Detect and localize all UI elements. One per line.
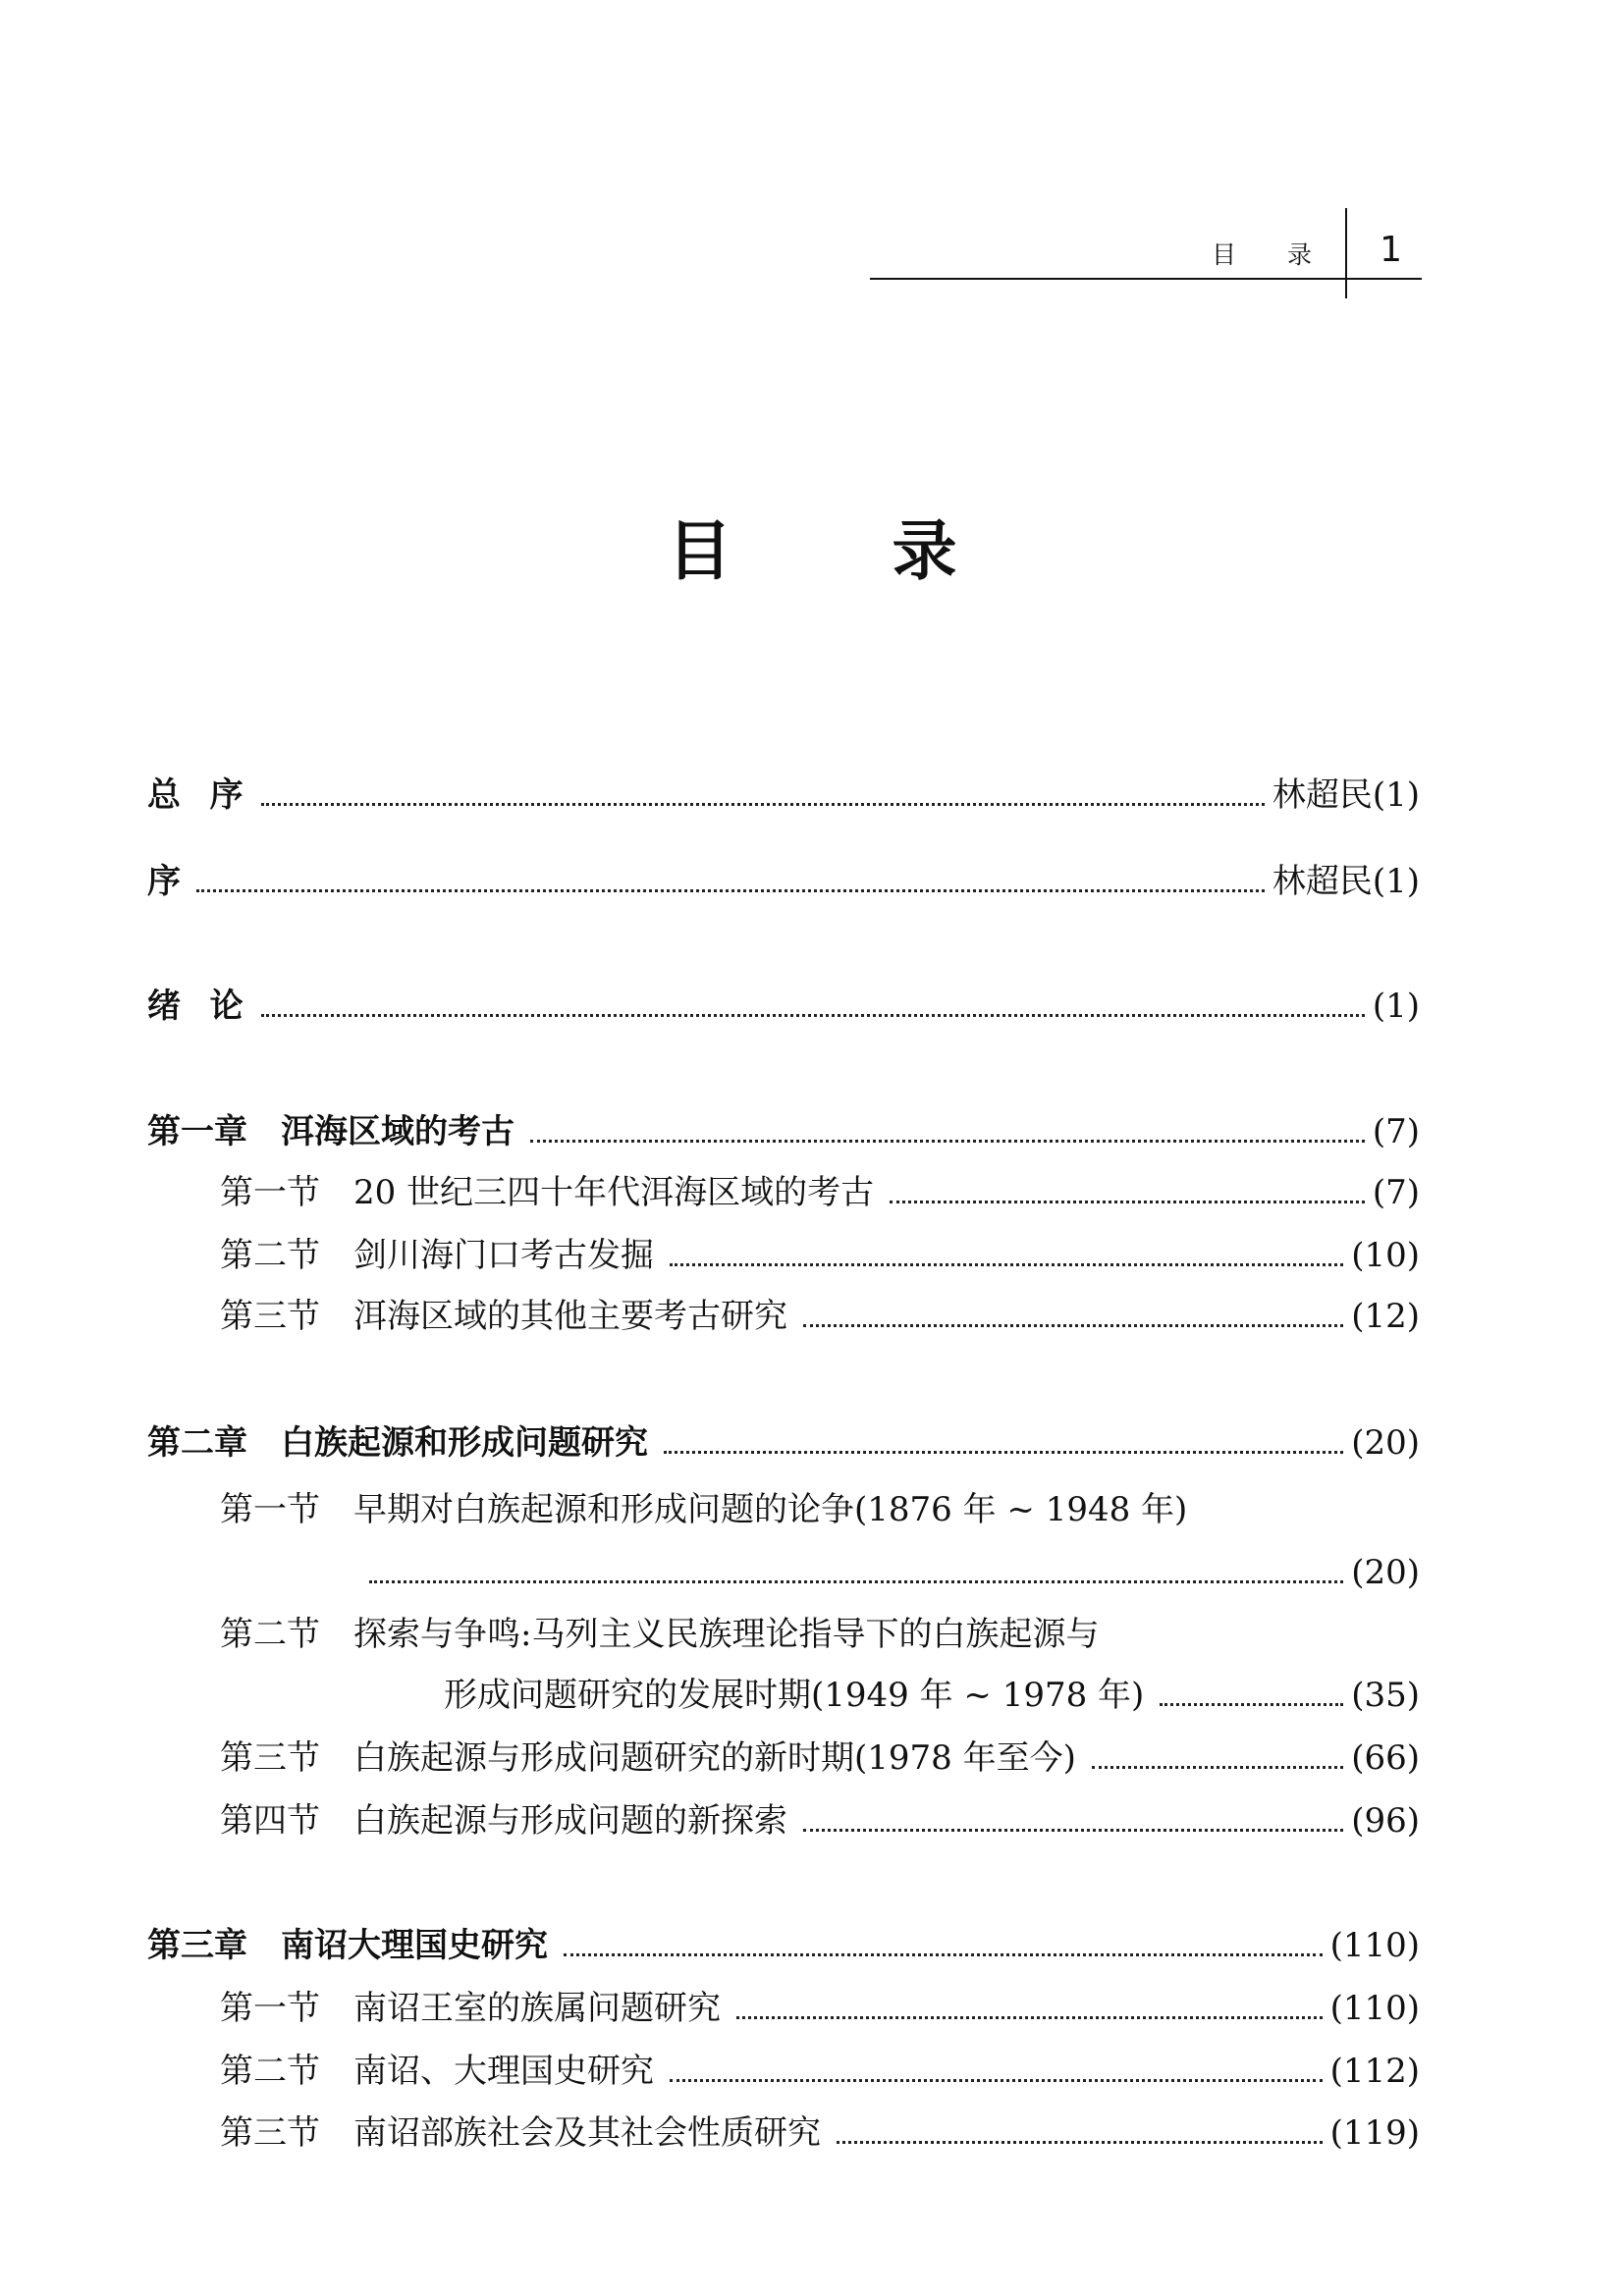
- dot-leader: [564, 1953, 1323, 1956]
- running-header: [870, 208, 1422, 298]
- toc-entry-page: (10): [1351, 1236, 1420, 1275]
- dot-leader: [670, 2079, 1323, 2082]
- running-header-page-number: 1: [1380, 230, 1402, 270]
- toc-entry-label: 第一章 洱海区域的考古: [147, 1112, 514, 1151]
- dot-leader: [736, 2016, 1323, 2019]
- toc-entry-page: (20): [1351, 1423, 1420, 1463]
- toc-entry-section-2-2[interactable]: [444, 1673, 1420, 1718]
- toc-entry-section-2-1-label[interactable]: 第一节 早期对白族起源和形成问题的论争(1876 年 ~ 1948 年): [220, 1490, 1188, 1529]
- toc-entry-section-2-1[interactable]: [369, 1550, 1420, 1595]
- toc-entry-section-1-3[interactable]: [220, 1294, 1420, 1339]
- toc-entry-page: 林超民(1): [1272, 775, 1420, 815]
- toc-entry-label: 第四节 白族起源与形成问题的新探索: [220, 1801, 787, 1841]
- toc-entry-chapter-2[interactable]: [147, 1420, 1420, 1466]
- toc-entry-chapter-3[interactable]: [147, 1923, 1420, 1968]
- dot-leader: [670, 1263, 1343, 1266]
- toc-entry-label: 第二章 白族起源和形成问题研究: [147, 1423, 648, 1463]
- dot-leader: [803, 1324, 1343, 1327]
- toc-entry-page: (66): [1351, 1738, 1420, 1778]
- toc-entry-page: (7): [1372, 1112, 1420, 1151]
- toc-entry-label: 序: [147, 862, 181, 901]
- toc-entry-label: 绪 论: [147, 987, 245, 1026]
- toc-entry-label: 第一节 20 世纪三四十年代洱海区域的考古: [220, 1173, 875, 1212]
- toc-entry-page: (1): [1372, 987, 1420, 1026]
- toc-entry-section-2-2-label[interactable]: 第二节 探索与争鸣:马列主义民族理论指导下的白族起源与: [220, 1615, 1100, 1654]
- header-rule: [870, 278, 1422, 280]
- toc-entry-continuation: 形成问题研究的发展时期(1949 年 ~ 1978 年): [444, 1676, 1145, 1715]
- toc-entry-label: 第三节 洱海区域的其他主要考古研究: [220, 1297, 787, 1336]
- toc-entry-page: (7): [1372, 1173, 1420, 1212]
- dot-leader: [261, 1014, 1365, 1017]
- toc-entry-preface[interactable]: [147, 859, 1420, 904]
- header-divider: [1345, 208, 1347, 298]
- toc-entry-label: 第三节 南诏部族社会及其社会性质研究: [220, 2113, 821, 2153]
- toc-entry-chapter-1[interactable]: [147, 1109, 1420, 1154]
- toc-entry-section-3-1[interactable]: [220, 1986, 1420, 2031]
- page-title-char-2: 录: [892, 512, 957, 589]
- toc-entry-section-1-2[interactable]: [220, 1233, 1420, 1278]
- toc-entry-page: (35): [1351, 1676, 1420, 1715]
- toc-entry-page: 林超民(1): [1272, 862, 1420, 901]
- toc-entry-section-3-3[interactable]: [220, 2110, 1420, 2156]
- dot-leader: [1160, 1703, 1343, 1706]
- page-title: [0, 499, 1624, 592]
- dot-leader: [837, 2141, 1323, 2144]
- toc-entry-label: 第三节 白族起源与形成问题研究的新时期(1978 年至今): [220, 1738, 1076, 1778]
- toc-entry-label: 第三章 南诏大理国史研究: [147, 1926, 548, 1965]
- dot-leader: [1092, 1766, 1343, 1769]
- running-header-title: 目 录: [1212, 240, 1333, 269]
- toc-entry-section-3-2[interactable]: [220, 2049, 1420, 2094]
- toc-entry-page: (12): [1351, 1297, 1420, 1336]
- toc-entry-page: (119): [1329, 2113, 1420, 2153]
- dot-leader: [196, 889, 1265, 892]
- dot-leader: [664, 1451, 1343, 1454]
- page-title-char-1: 目: [667, 512, 732, 589]
- dot-leader: [803, 1829, 1343, 1832]
- toc-entry-label: 第二节 剑川海门口考古发掘: [220, 1236, 654, 1275]
- dot-leader: [890, 1201, 1365, 1203]
- dot-leader: [261, 803, 1265, 806]
- toc-entry-page: (110): [1329, 1926, 1420, 1965]
- toc-entry-page: (112): [1329, 2052, 1420, 2091]
- toc-entry-section-2-3[interactable]: [220, 1735, 1420, 1781]
- toc-entry-page: (20): [1351, 1553, 1420, 1592]
- toc-entry-page: (110): [1329, 1989, 1420, 2028]
- toc-entry-label: 第二节 南诏、大理国史研究: [220, 2052, 654, 2091]
- toc-entry-label: 第一节 南诏王室的族属问题研究: [220, 1989, 721, 2028]
- toc-entry-page: (96): [1351, 1801, 1420, 1841]
- toc-entry-general-preface[interactable]: [147, 773, 1420, 818]
- dot-leader: [530, 1140, 1365, 1143]
- toc-entry-section-1-1[interactable]: [220, 1170, 1420, 1215]
- dot-leader: [369, 1580, 1343, 1583]
- toc-entry-introduction[interactable]: [147, 984, 1420, 1029]
- toc-entry-section-2-4[interactable]: [220, 1798, 1420, 1843]
- toc-entry-label: 总 序: [147, 775, 245, 815]
